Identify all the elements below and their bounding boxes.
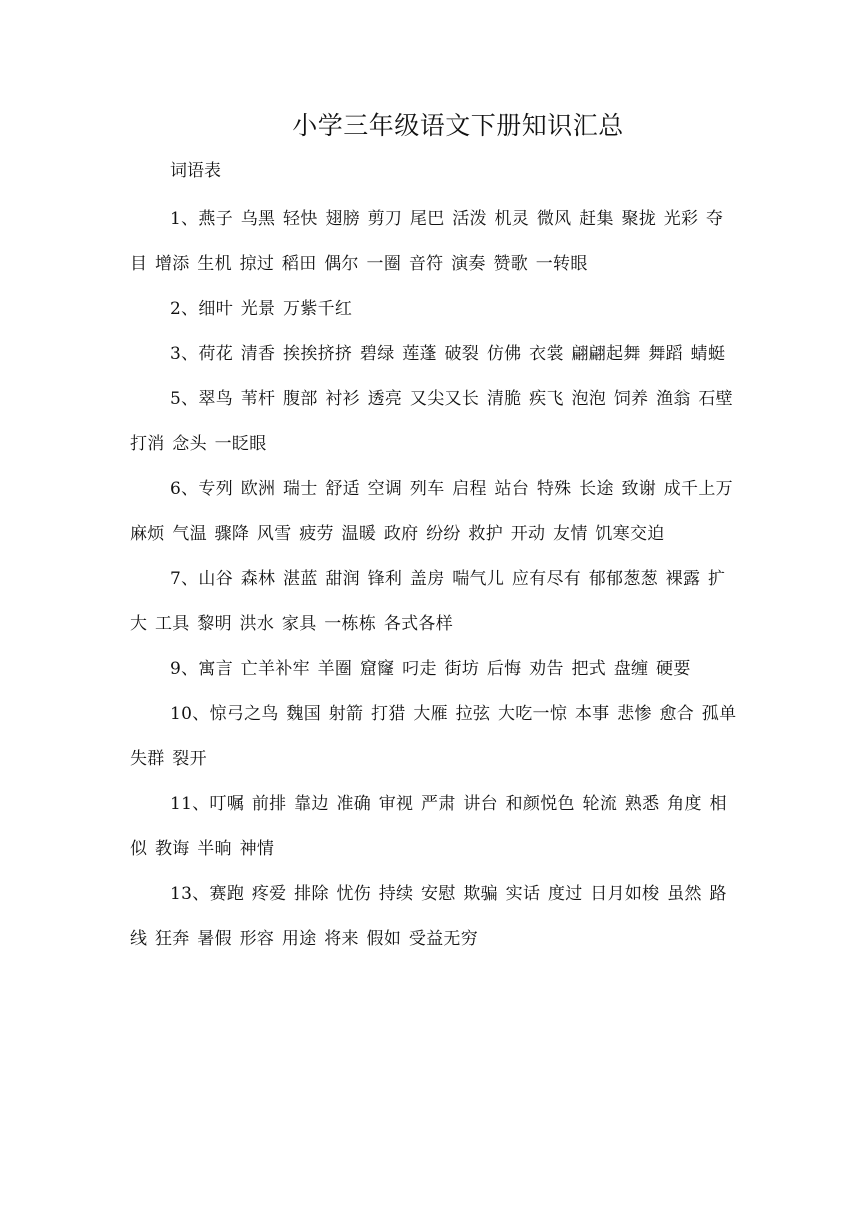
vocabulary-paragraph-11: 11、叮嘱 前排 靠边 准确 审视 严肃 讲台 和颜悦色 轮流 熟悉 角度 相似 教诲 半晌 神情 (130, 794, 727, 859)
vocabulary-paragraph-3: 3、荷花 清香 挨挨挤挤 碧绿 莲蓬 破裂 仿佛 衣裳 翩翩起舞 舞蹈 蜻蜓 (170, 344, 726, 364)
document-title: 小学三年级语文下册知识汇总 (292, 111, 624, 140)
vocabulary-paragraph-9: 9、寓言 亡羊补牢 羊圈 窟窿 叼走 街坊 后悔 劝告 把式 盘缠 硬要 (170, 659, 691, 679)
vocabulary-paragraph-10: 10、惊弓之鸟 魏国 射箭 打猎 大雁 拉弦 大吃一惊 本事 悲惨 愈合 孤单 失群 裂开 (130, 704, 737, 769)
vocabulary-paragraph-7: 7、山谷 森林 湛蓝 甜润 锋利 盖房 喘气儿 应有尽有 郁郁葱葱 裸露 扩大 工具 黎明 洪水 家具 一栋栋 各式各样 (130, 569, 726, 634)
vocabulary-paragraph-6: 6、专列 欧洲 瑞士 舒适 空调 列车 启程 站台 特殊 长途 致谢 成千上万 麻烦 气温 骤降 风雪 疲劳 温暖 政府 纷纷 救护 开动 友情 饥寒交迫 (130, 479, 733, 544)
vocabulary-paragraph-13: 13、赛跑 疼爱 排除 忧伤 持续 安慰 欺骗 实话 度过 日月如梭 虽然 路线 狂奔 暑假 形容 用途 将来 假如 受益无穷 (130, 884, 727, 949)
vocabulary-paragraph-2: 2、细叶 光景 万紫千红 (170, 299, 353, 319)
vocabulary-paragraph-1: 1、燕子 乌黑 轻快 翅膀 剪刀 尾巴 活泼 机灵 微风 赶集 聚拢 光彩 夺目 增添 生机 掠过 稻田 偶尔 一圈 音符 演奏 赞歌 一转眼 (130, 209, 724, 274)
vocabulary-list (130, 197, 740, 962)
section-heading: 词语表 (170, 161, 221, 181)
vocabulary-paragraph-5: 5、翠鸟 苇杆 腹部 衬衫 透亮 又尖又长 清脆 疾飞 泡泡 饲养 渔翁 石壁 打消 念头 一眨眼 (130, 389, 733, 454)
